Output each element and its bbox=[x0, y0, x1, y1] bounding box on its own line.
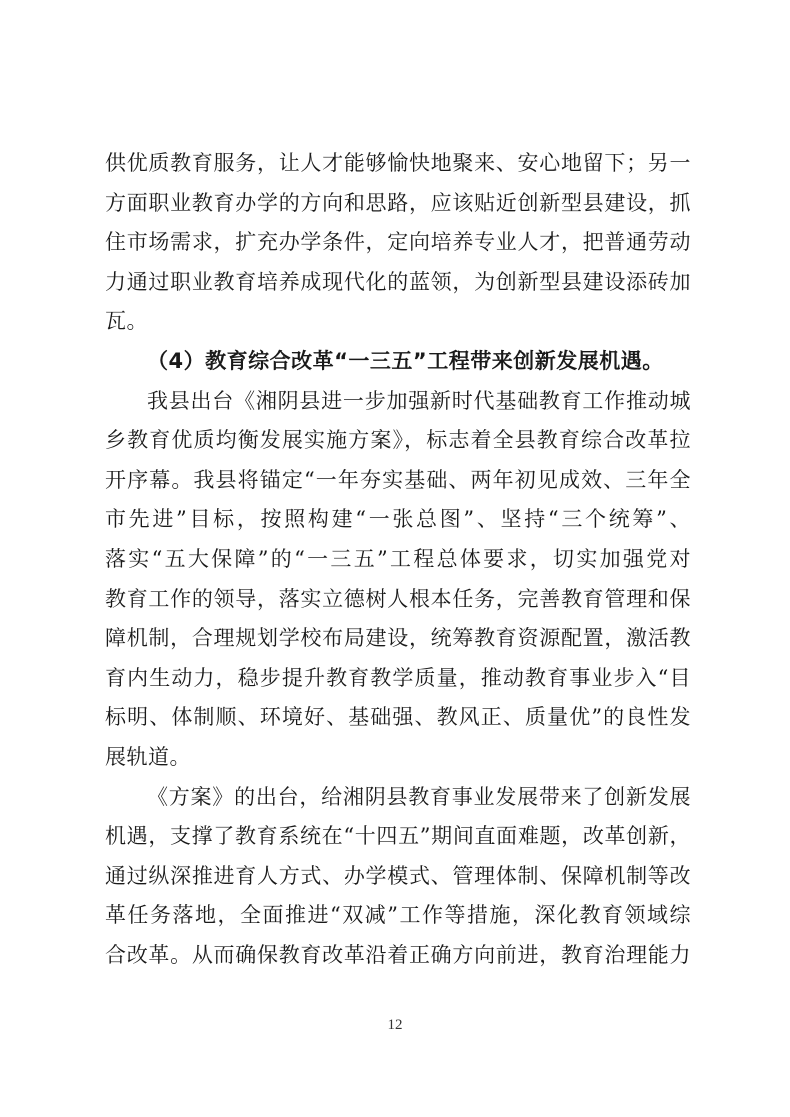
section-heading: （4）教育综合改革“一三五”工程带来创新发展机遇。 bbox=[147, 348, 664, 373]
text-line: 标明、体制顺、环境好、基础强、教风正、质量优”的良性发 bbox=[105, 705, 691, 730]
text-line: 住市场需求，扩充办学条件，定向培养专业人才，把普通劳动 bbox=[105, 230, 691, 255]
text-line: 《方案》的出台，给湘阴县教育事业发展带来了创新发展 bbox=[147, 784, 691, 809]
text-line: 供优质教育服务，让人才能够愉快地聚来、安心地留下；另一 bbox=[105, 151, 691, 175]
text-line: 瓦。 bbox=[105, 309, 148, 334]
text-line: 市先进”目标，按照构建“一张总图”、坚持“三个统筹”、 bbox=[105, 507, 691, 532]
text-line: 乡教育优质均衡发展实施方案》，标志着全县教育综合改革拉 bbox=[105, 428, 691, 453]
text-line: 展轨道。 bbox=[105, 744, 191, 769]
text-line: 革任务落地，全面推进“双减”工作等措施，深化教育领域综 bbox=[105, 903, 691, 928]
text-line: 障机制，合理规划学校布局建设，统筹教育资源配置，激活教 bbox=[105, 626, 691, 651]
body-text bbox=[105, 144, 691, 975]
page-number: 12 bbox=[387, 1017, 403, 1033]
text-line: 落实“五大保障”的“一三五”工程总体要求，切实加强党对 bbox=[105, 546, 691, 571]
text-line: 力通过职业教育培养成现代化的蓝领，为创新型县建设添砖加 bbox=[105, 269, 691, 294]
text-line: 机遇，支撑了教育系统在“十四五”期间直面难题，改革创新， bbox=[105, 824, 691, 849]
text-line: 通过纵深推进育人方式、办学模式、管理体制、保障机制等改 bbox=[105, 863, 691, 888]
text-line: 开序幕。我县将锚定“一年夯实基础、两年初见成效、三年全 bbox=[105, 467, 691, 492]
text-line: 合改革。从而确保教育改革沿着正确方向前进，教育治理能力 bbox=[105, 942, 691, 967]
text-line: 方面职业教育办学的方向和思路，应该贴近创新型县建设，抓 bbox=[105, 190, 691, 215]
text-line: 教育工作的领导，落实立德树人根本任务，完善教育管理和保 bbox=[105, 586, 691, 611]
text-line: 育内生动力，稳步提升教育教学质量，推动教育事业步入“目 bbox=[105, 665, 691, 690]
text-line: 我县出台《湘阴县进一步加强新时代基础教育工作推动城 bbox=[147, 388, 691, 413]
